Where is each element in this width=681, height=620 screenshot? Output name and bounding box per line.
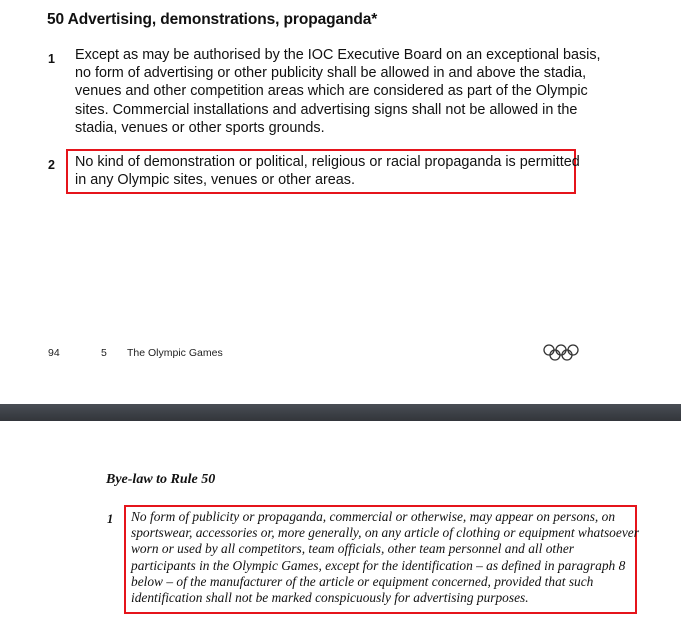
paragraph-number-1: 1 [48, 52, 55, 66]
text-line: participants in the Olympic Games, except for the identification – as defined in paragraph 8 [131, 557, 626, 573]
text-line: stadia, venues or other sports grounds. [75, 119, 325, 136]
page-number: 94 [48, 347, 60, 359]
text-line: in any Olympic sites, venues or other areas. [75, 172, 355, 189]
rule-paragraph-1 [75, 46, 601, 137]
text-line: no form of advertising or other publicity shall be allowed in and above the stadia, [75, 65, 587, 82]
chapter-title: The Olympic Games [127, 347, 223, 359]
chapter-number: 5 [101, 347, 107, 359]
text-line: venues and other competition areas which are considered as part of the Olympic [75, 83, 588, 100]
olympic-rings-icon [543, 344, 579, 362]
rule-title: 50 Advertising, demonstrations, propaganda* [47, 11, 378, 28]
text-line: sites. Commercial installations and advertising signs shall not be allowed in the [75, 101, 578, 118]
paragraph-number-2: 2 [48, 158, 55, 172]
byelaw-paragraph-number-1: 1 [107, 512, 114, 526]
text-line: identification shall not be marked conspicuously for advertising purposes. [131, 590, 529, 606]
text-line: No form of publicity or propaganda, commercial or otherwise, may appear on persons, on [131, 509, 616, 524]
byelaw-paragraph-1 [131, 509, 639, 606]
byelaw-title: Bye-law to Rule 50 [106, 472, 216, 487]
page-divider [0, 404, 681, 421]
text-line: below – of the manufacturer of the article or equipment concerned, provided that such [131, 573, 594, 589]
text-line: No kind of demonstration or political, religious or racial propaganda is permitted [75, 154, 580, 170]
text-line: worn or used by all competitors, team officials, other team personnel and all other [131, 541, 574, 557]
text-line: sportswear, accessories or, more generally, on any article of clothing or equipment whatsoever [131, 525, 639, 541]
text-line: Except as may be authorised by the IOC Executive Board on an exceptional basis, [75, 47, 601, 63]
rule-paragraph-2 [75, 153, 580, 189]
